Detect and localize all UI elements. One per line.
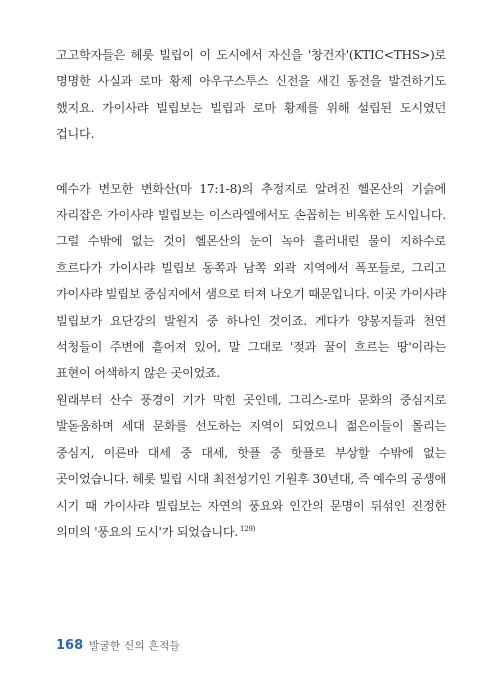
page-number: 168 — [56, 638, 84, 653]
paragraph-3-text: 원래부터 산수 풍경이 기가 막힌 곳인데, 그리스-로마 문화의 중심지로 발돋움하며 세대 문화를 선도하는 지역이 되었으니 젊은이들이 몰리는 중심지, 이른바 대세 중 대세, 핫플 중 핫플로 부상할 수밖에 없는 곳이었습니다. 헤롯 빌립 시대 최전성기인 기원후 30년대, 즉 예수의 공생애 시기 때 가이사랴 빌립보는 자연의 풍요와 인간의 문명이 뒤섞인 진정한 의미의 '풍요의 도시'가 되었습니다. — [56, 392, 446, 539]
paragraph-2: 예수가 변모한 변화산(마 17:1-8)의 추정지로 알려진 헬몬산의 기슭에 자리잡은 가이사랴 빌립보는 이스라엘에서도 손꼽히는 비옥한 도시입니다. 그럴 수밖에 없는 것이 헬몬산의 눈이 녹아 흘러내린 물이 지하수로 흐르다가 가이사랴 빌립보 동쪽과 남쪽 외곽 지역에서 폭포들로, 그리고 가이사랴 빌립보 중심지에서 샘으로 터져 나오기 때문입니다. 이곳 가이사랴 빌립보가 요단강의 발원지 중 하나인 것이죠. 게다가 양봉지들과 천연 석청들이 주변에 흩어져 있어, 말 그대로 '젖과 꿀이 흐르는 땅'이라는 표현이 어색하지 않은 곳이었죠. — [56, 181, 446, 381]
paragraph-3 — [56, 387, 446, 545]
footnote-reference[interactable]: 129) — [240, 524, 256, 533]
paragraph-1: 고고학자들은 헤롯 빌립이 이 도시에서 자신을 '창건자'(KTIC<THS>)로 명명한 사실과 로마 황제 아우구스투스 신전을 새긴 동전을 발견하기도 했지요. 가이사랴 빌립보는 빌립과 로마 황제를 위해 설립된 도시였던 겁니다. — [56, 48, 446, 142]
body-text — [56, 42, 446, 545]
running-title: 발굴한 신의 흔적들 — [89, 640, 180, 652]
paragraph-gap — [56, 148, 446, 176]
page-footer — [56, 638, 180, 653]
